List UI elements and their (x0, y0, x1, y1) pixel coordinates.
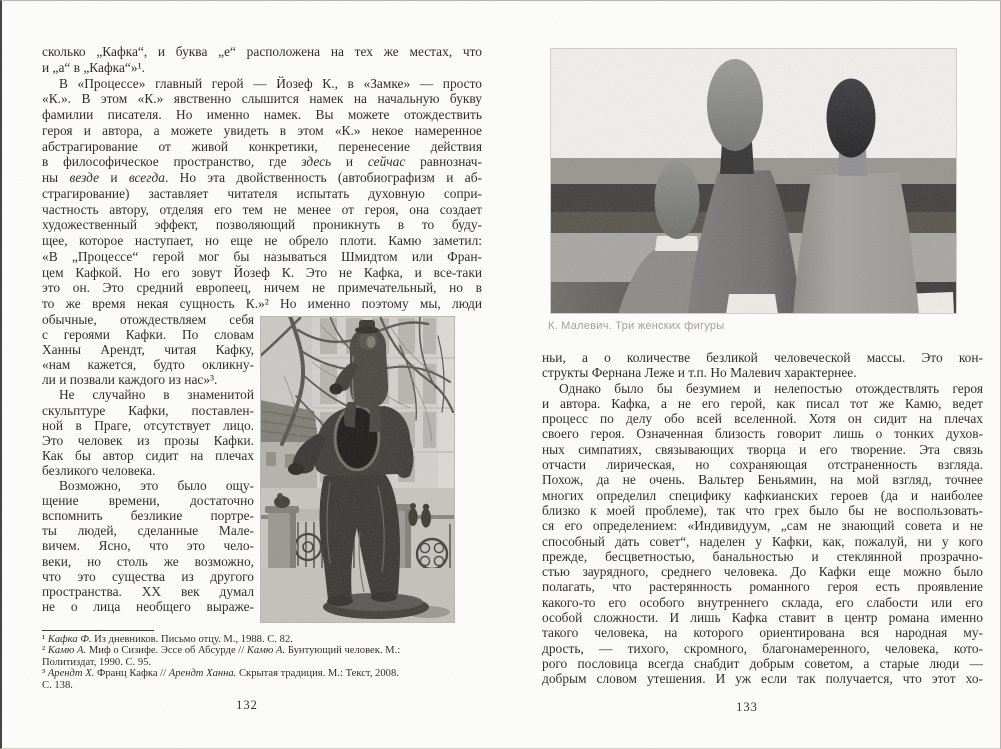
left-page-wrap-column (42, 312, 254, 614)
left-page-main-column (42, 44, 482, 312)
text-line: что это существа из другого (42, 568, 254, 584)
text-line: многих определил специфику кафкианских героев (да и наиболее (542, 487, 983, 503)
text-line: вичем. Ясно, что это чело- (42, 538, 254, 554)
footnote-rule (42, 630, 154, 631)
malevich-painting-svg (550, 48, 957, 314)
text-line: своего героя. Означенная близость говорит лишь о тонких духов- (542, 426, 983, 442)
text-line: Возможно, это было ощу- (59, 478, 254, 494)
text-line: ся его определением: «Индивидуум, „сам не знающий совета и не (542, 518, 983, 534)
text-line: не о лица необщего выраже- (42, 598, 254, 614)
text-line: ных симпатиях, связывающих творца и его творение. Эта связь (542, 441, 983, 457)
right-page-column (542, 350, 983, 687)
text-line: такого человека, на которого ориентирована вся народная му- (542, 625, 983, 641)
text-line: абстрагирование от живой конкретики, перенесение действия (42, 138, 482, 154)
text-line: «К.». В этом «К.» явственно слышится намек на начальную букву (42, 91, 482, 107)
kafka-statue-photo-svg (260, 316, 455, 623)
text-line: с героями Кафки. По словам (42, 327, 254, 343)
text-line: это он. Это средний европеец, ничем не примечательный, но в (42, 280, 482, 296)
text-line: фамилии писателя. Но именно намек. Вы можете отождествить (42, 107, 482, 122)
text-line: в философическое пространство, где здесь и сейчас равнознач- (42, 154, 482, 170)
text-line: ¹ Кафка Ф. Из дневников. Письмо отцу. М., 1988. С. 82. (42, 634, 293, 645)
text-line: способный дать совет“, наделен у Кафки, как, пожалуй, ни у кого (542, 533, 983, 549)
text-line: особой сложности. И лишь Кафка ставит в центр романа именно (542, 610, 983, 626)
text-line: Похож, да не очень. Вальтер Беньямин, на мой взгляд, точнее (542, 472, 983, 488)
text-line: Не случайно в знаменитой (59, 387, 254, 403)
text-line: «нам кажется, будто окликну- (42, 357, 254, 373)
text-line: полагать, что растерянность романного героя есть проявление (542, 579, 983, 595)
text-line: ной в Праге, отсутствует лицо. (42, 417, 254, 433)
text-line: стью заурядного, среднего человека. До Кафки еще можно было (542, 564, 983, 580)
text-line: ты людей, сделанные Мале- (42, 523, 254, 539)
text-line: какого-то его особого внутреннего склада, его слабости или его (542, 594, 983, 610)
text-line: добрым словом утешения. И уж если так получается, что этот хо- (542, 671, 983, 687)
text-line: отчасти лирическая, но сохраняющая отстраненность взгляда. (542, 457, 983, 473)
malevich-painting (550, 48, 957, 314)
text-line: щение времени, достаточно (42, 493, 254, 509)
page-number-left: 132 (236, 698, 258, 712)
painting-caption: К. Малевич. Три женских фигуры (548, 320, 725, 332)
text-line: художественный эффект, позволяющий проникнуть в то буду- (42, 217, 482, 233)
footnotes (42, 634, 484, 691)
text-line: веки, но столь же возможно, (42, 553, 254, 569)
text-line: рого пословица всегда снабдит добрым советом, а старые люди — (542, 655, 983, 671)
text-line: «В „Процессе“ герой мог бы называться Шмидтом или Фран- (42, 248, 482, 264)
text-line: страгирование) заставляет читателя испытать духовную сопри- (42, 185, 482, 201)
text-line: обычные, отождествляем себя (42, 312, 254, 327)
text-line: ² Камю А. Миф о Сизифе. Эссе об Абсурде // Камю А. Бунтующий человек. М.: (42, 645, 401, 657)
text-line: ны везде и всегда. Но эта двойственность (автобиографизм и аб- (42, 170, 482, 185)
text-line: В «Процессе» главный герой — Йозеф К., в «Замке» — просто (59, 75, 482, 91)
text-line: частность автору, отделяя его тем не менее от героя, она создает (42, 201, 482, 217)
text-line: и „а“ в „Кафка“»¹. (42, 59, 145, 75)
page-number-right: 133 (736, 700, 758, 714)
text-line: Ханны Арендт, читая Кафку, (42, 342, 254, 358)
text-line: прежде, бесцветностью, банальностью и стеклянной прозрачно- (542, 548, 983, 564)
text-line: Политиздат, 1990. С. 95. (42, 656, 152, 668)
text-line: сколько „Кафка“, и буква „е“ расположена на тех же местах, что (42, 44, 482, 59)
text-line: героя и автора, а можете увидеть в этом «К.» некое намеренное (42, 122, 482, 138)
text-line: то же время некая сущность К.»² Но именно поэтому мы, люди (42, 296, 482, 311)
text-line: безликого человека. (42, 462, 156, 478)
text-line: дрость, — тихого, скромного, благонамеренного, человека, кото- (542, 640, 983, 656)
text-line: цем Кафкой. Но его зовут Йозеф К. Это не Кафка, и все-таки (42, 264, 482, 280)
text-line: вспомнить безликие портре- (42, 508, 254, 524)
text-line: пространства. XX век думал (42, 583, 254, 599)
text-line: ли и позвали каждого из нас»³. (42, 372, 218, 388)
text-line: С. 138. (42, 679, 73, 691)
text-line: Однако было бы безумием и нелепостью отождествлять героя (559, 380, 983, 396)
kafka-statue-photo (260, 316, 455, 623)
text-line: структы Фернана Леже и т.п. Но Малевич характернее. (542, 365, 857, 381)
text-line: близко к моей проблеме), так что грех было бы не воспользовать- (542, 502, 983, 518)
text-line: Это человек из прозы Кафки. (42, 432, 254, 448)
text-line: ньи, а о количестве безликой человеческой массы. Это кон- (542, 350, 983, 365)
text-line: щее, которое наступает, но еще не обрело плоти. Камю заметил: (42, 233, 482, 248)
text-line: ³ Арендт Х. Франц Кафка // Арендт Ханна. Скрытая традиция. М.: Текст, 2008. (42, 668, 399, 680)
text-line: Как бы автор сидит на плечах (42, 447, 254, 463)
text-line: скульптуре Кафки, поставлен- (42, 402, 254, 418)
text-line: процесс по делу обо всей вселенной. Хотя он сидит на плечах (542, 411, 983, 427)
text-line: и автора. Кафка, а не его герой, как писал тот же Камю, ведет (542, 395, 983, 411)
